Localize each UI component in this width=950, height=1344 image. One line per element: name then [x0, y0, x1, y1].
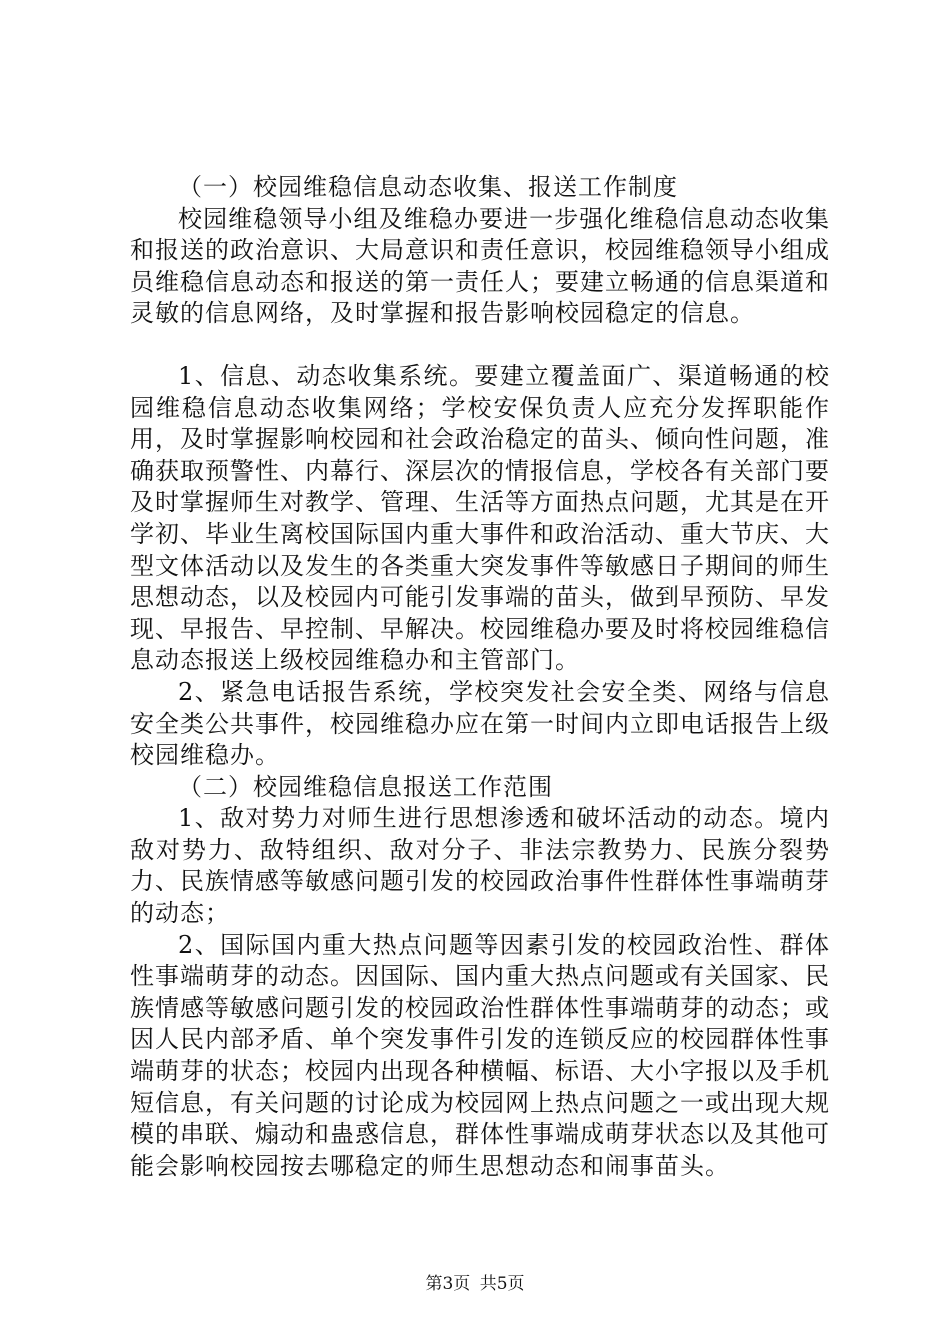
paragraph-item-2: 2、紧急电话报告系统，学校突发社会安全类、网络与信息安全类公共事件，校园维稳办应在第一时间内立即电话报告上级校园维稳办。	[130, 677, 830, 770]
section-heading-2: （二）校园维稳信息报送工作范围	[178, 772, 553, 801]
paragraph-scope-2: 2、国际国内重大热点问题等因素引发的校园政治性、群体性事端萌芽的动态。因国际、国内重大热点问题或有关国家、民族情感等敏感问题引发的校园政治性群体性事端萌芽的动态；或因人民内部矛盾、单个突发事件引发的连锁反应的校园群体性事端萌芽的状态；校园内出现各种横幅、标语、大小字报以及手机短信息，有关问题的讨论成为校园网上热点问题之一或出现大规模的串联、煽动和蛊惑信息，群体性事端成萌芽状态以及其他可能会影响校园按去哪稳定的师生思想动态和闹事苗头。	[130, 930, 830, 1180]
page-number: 第3页	[425, 1274, 471, 1294]
page-total: 共5页	[479, 1274, 525, 1294]
paragraph-scope-1: 1、敌对势力对师生进行思想渗透和破坏活动的动态。境内敌对势力、敌特组织、敌对分子、非法宗教势力、民族分裂势力、民族情感等敏感问题引发的校园政治事件性群体性事端萌芽的动态；	[130, 804, 830, 928]
section-heading-1: （一）校园维稳信息动态收集、报送工作制度	[178, 173, 678, 201]
paragraph-intro: 校园维稳领导小组及维稳办要进一步强化维稳信息动态收集和报送的政治意识、大局意识和责任意识，校园维稳领导小组成员维稳信息动态和报送的第一责任人；要建立畅通的信息渠道和灵敏的信息网络，及时掌握和报告影响校园稳定的信息。	[130, 204, 830, 328]
document-body	[130, 172, 830, 1182]
paragraph-item-1: 1、信息、动态收集系统。要建立覆盖面广、渠道畅通的校园维稳信息动态收集网络；学校安保负责人应充分发挥职能作用，及时掌握影响校园和社会政治稳定的苗头、倾向性问题，准确获取预警性、内幕行、深层次的情报信息，学校各有关部门要及时掌握师生对教学、管理、生活等方面热点问题，尤其是在开学初、毕业生离校国际国内重大事件和政治活动、重大节庆、大型文体活动以及发生的各类重大突发事件等敏感日子期间的师生思想动态，以及校园内可能引发事端的苗头，做到早预防、早发现、早报告、早控制、早解决。校园维稳办要及时将校园维稳信息动态报送上级校园维稳办和主管部门。	[130, 361, 830, 675]
page-footer	[0, 1273, 950, 1295]
